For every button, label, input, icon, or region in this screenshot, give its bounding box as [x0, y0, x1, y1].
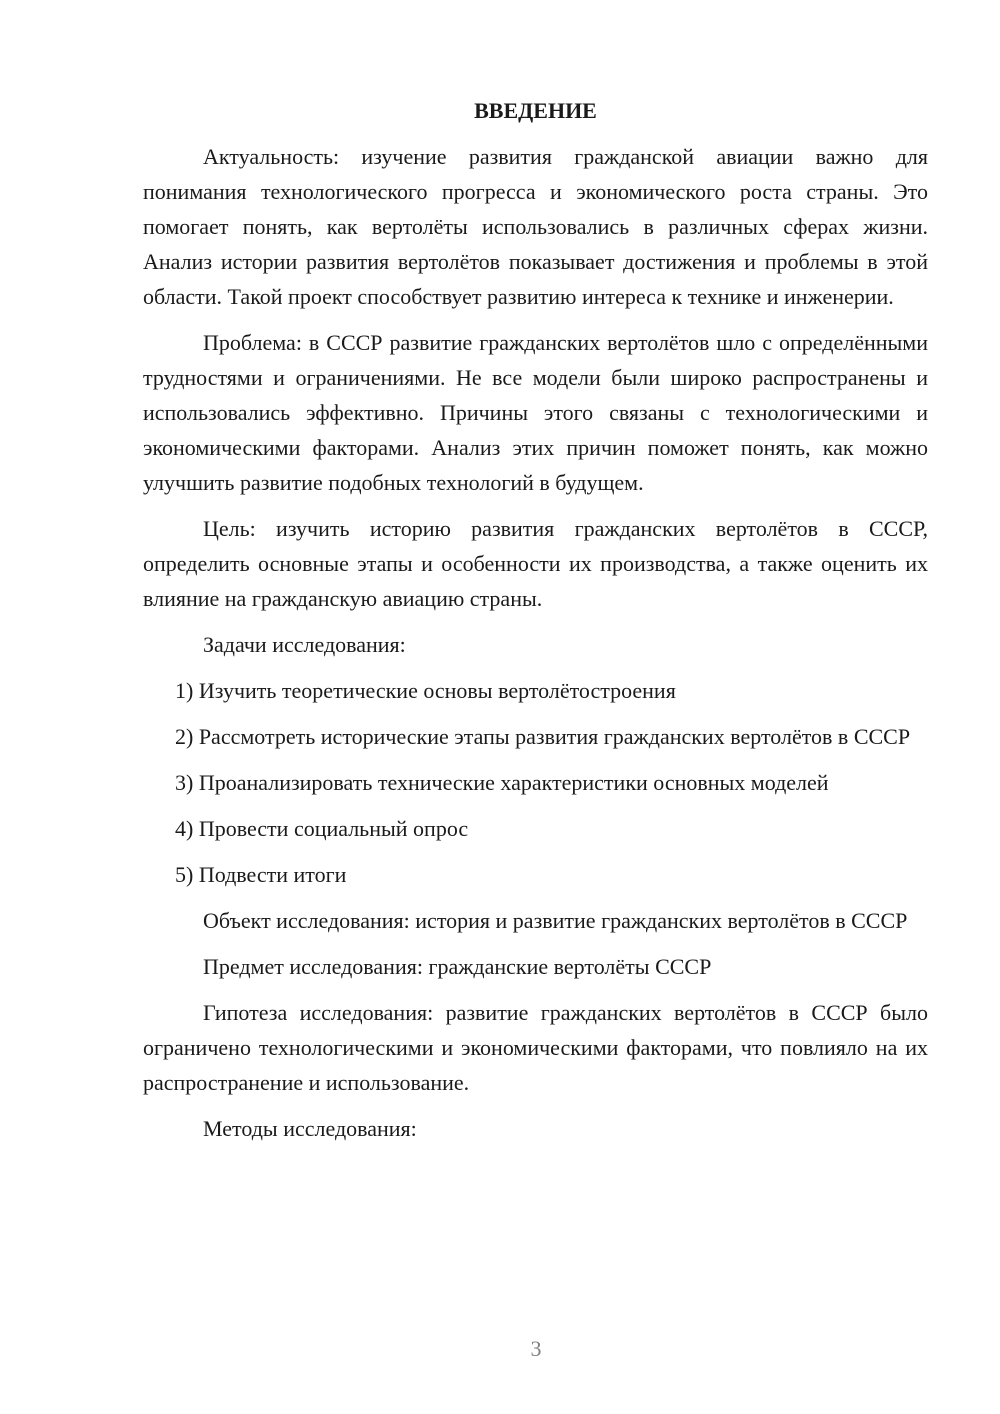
page-content — [143, 93, 928, 1157]
paragraph-problem: Проблема: в СССР развитие гражданских вертолётов шло с определёнными трудностями и ограничениями. Не все модели были широко распространены и использовались эффективно. Причины этого связаны с технологическими и экономическими факторами. Анализ этих причин поможет понять, как можно улучшить развитие подобных технологий в будущем. — [143, 330, 928, 495]
page-number: 3 — [530, 1336, 542, 1361]
task-item-1: 1) Изучить теоретические основы вертолётостроения — [175, 678, 676, 703]
paragraph-tasks-title: Задачи исследования: — [203, 632, 406, 657]
task-item-2: 2) Рассмотреть исторические этапы развития гражданских вертолётов в СССР — [175, 724, 911, 749]
paragraph-object: Объект исследования: история и развитие гражданских вертолётов в СССР — [203, 908, 908, 933]
task-item-5: 5) Подвести итоги — [175, 862, 347, 887]
task-item-4: 4) Провести социальный опрос — [175, 816, 469, 841]
task-item-3: 3) Проанализировать технические характеристики основных моделей — [175, 770, 829, 795]
section-heading: ВВЕДЕНИЕ — [474, 98, 597, 123]
paragraph-methods-title: Методы исследования: — [203, 1116, 417, 1141]
paragraph-relevance: Актуальность: изучение развития гражданской авиации важно для понимания технологического прогресса и экономического роста страны. Это помогает понять, как вертолёты использовались в различных сферах жизни. Анализ истории развития вертолётов показывает достижения и проблемы в этой области. Такой проект способствует развитию интереса к технике и инженерии. — [143, 144, 928, 309]
paragraph-goal: Цель: изучить историю развития гражданских вертолётов в СССР, определить основные этапы и особенности их производства, а также оценить их влияние на гражданскую авиацию страны. — [143, 516, 928, 611]
paragraph-hypothesis: Гипотеза исследования: развитие гражданских вертолётов в СССР было ограничено технологическими и экономическими факторами, что повлияло на их распространение и использование. — [143, 1000, 928, 1095]
paragraph-subject: Предмет исследования: гражданские вертолёты СССР — [203, 954, 712, 979]
